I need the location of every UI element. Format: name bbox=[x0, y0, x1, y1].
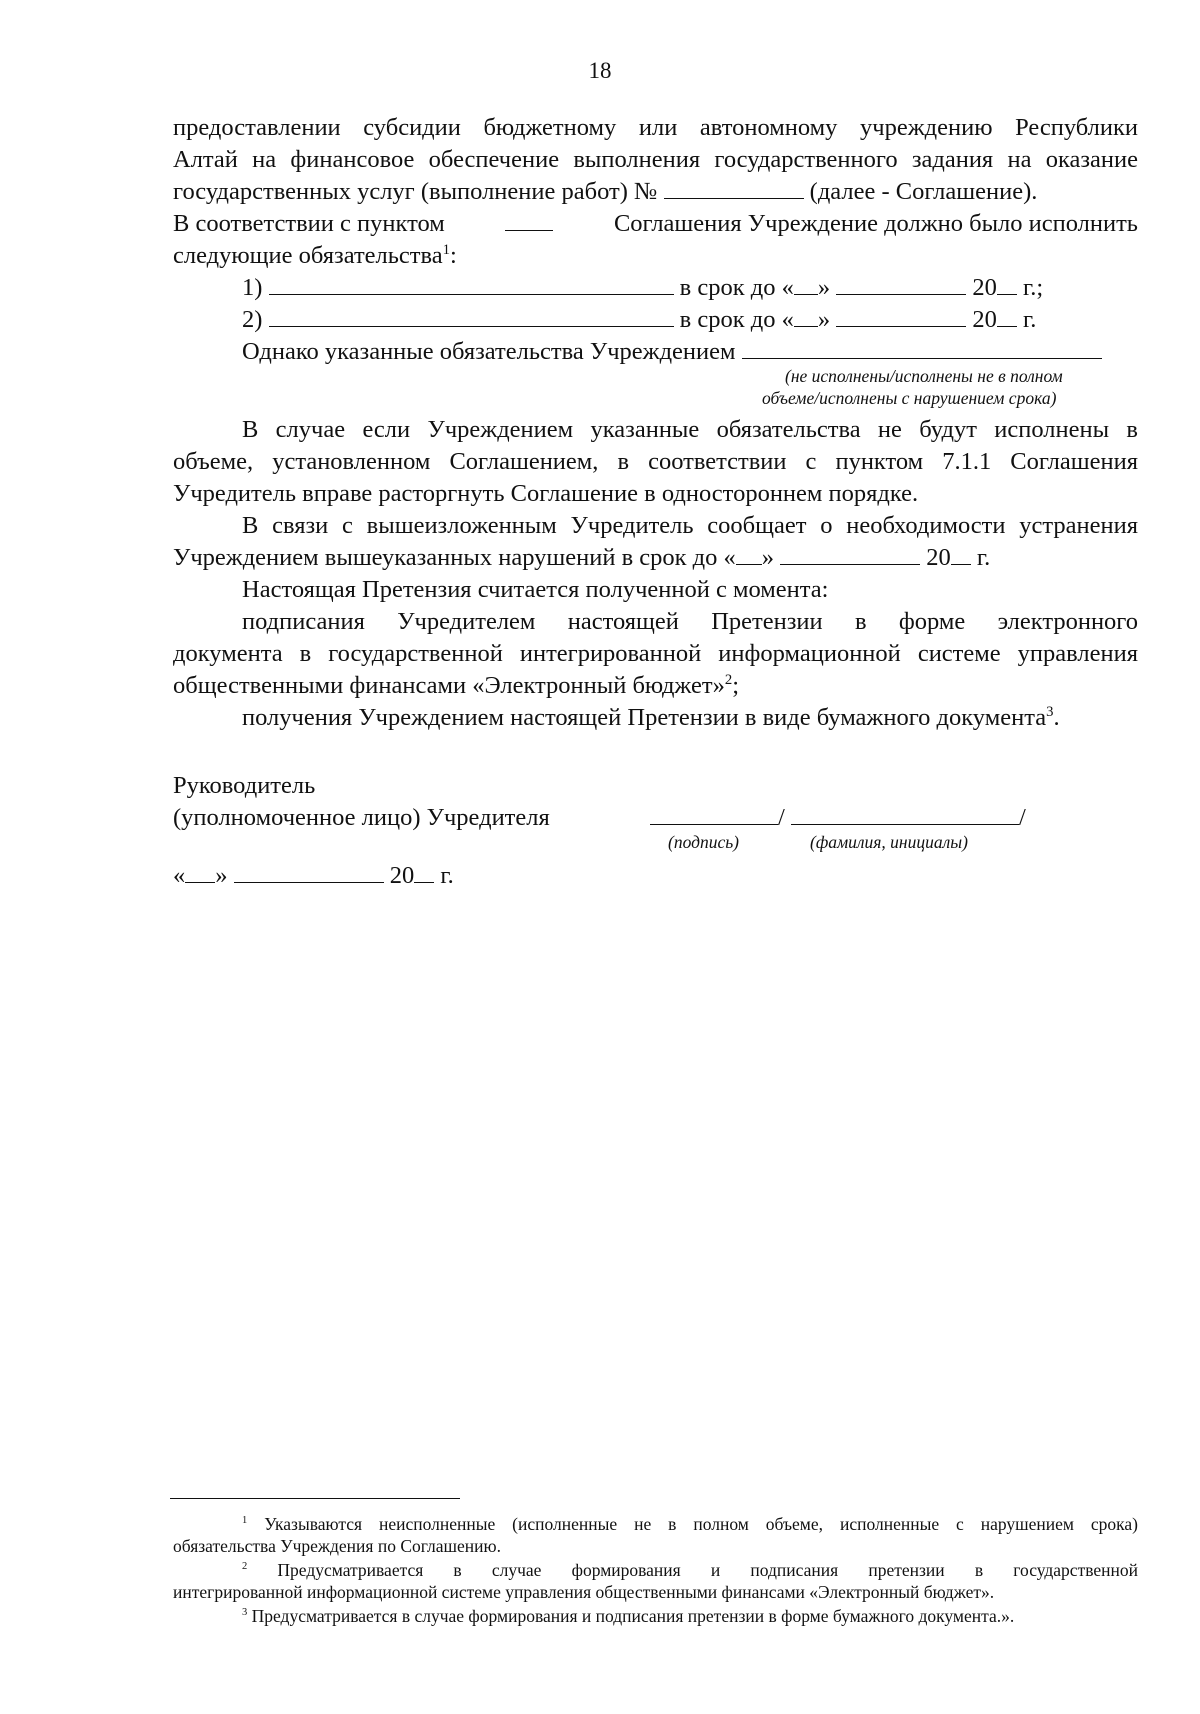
notice-suffix: г. bbox=[976, 544, 991, 571]
intro-line-3-text: государственных услуг (выполнение работ) № bbox=[173, 178, 658, 205]
notice-line-1: В связи с вышеизложенным Учредитель сообщает о необходимости устранения bbox=[242, 512, 1138, 539]
footnote-3-marker: 3 bbox=[242, 1607, 248, 1619]
caption-name: (фамилия, инициалы) bbox=[810, 832, 968, 852]
name-blank bbox=[791, 802, 1019, 825]
received-line-4 bbox=[173, 670, 1138, 702]
footnote-1-line-2: обязательства Учреждения по Соглашению. bbox=[173, 1536, 501, 1556]
obligation-2-year: 20 bbox=[972, 306, 997, 333]
received-line-5-end: . bbox=[1053, 704, 1060, 731]
date-year: 20 bbox=[389, 862, 415, 889]
footnote-1-text: Указываются неисполненные (исполненные не в полном объеме, исполненные с нарушением срока) bbox=[264, 1514, 1138, 1534]
received-line-4-text: общественными финансами «Электронный бюджет» bbox=[173, 672, 725, 699]
intro-line-4 bbox=[173, 208, 1138, 240]
date-year-blank bbox=[414, 860, 434, 883]
obligation-1-blank bbox=[269, 272, 674, 295]
intro-line-2: Алтай на финансовое обеспечение выполнения государственного задания на оказание bbox=[173, 146, 1138, 173]
obligation-2-day-blank bbox=[794, 304, 818, 327]
footnote-ref-1: 1 bbox=[442, 241, 450, 258]
footnote-3-line-1 bbox=[242, 1605, 1138, 1627]
notice-month-blank bbox=[780, 542, 920, 565]
obligation-2-year-blank bbox=[997, 304, 1017, 327]
signature-slash-2: / bbox=[1018, 804, 1026, 831]
however-hint-1: (не исполнены/исполнены не в полном bbox=[785, 366, 1063, 386]
clause-number-blank bbox=[505, 208, 553, 231]
intro-line-1: предоставлении субсидии бюджетному или автономному учреждению Республики bbox=[173, 114, 1138, 141]
intro-line-5-colon: : bbox=[449, 242, 457, 269]
received-line-4-end: ; bbox=[732, 672, 740, 699]
obligation-2-quote-close: » bbox=[817, 306, 831, 333]
obligation-2-term: в срок до « bbox=[679, 306, 794, 333]
date-open: « bbox=[173, 862, 186, 889]
however-blank bbox=[742, 336, 1102, 359]
obligation-1-suffix: г.; bbox=[1022, 274, 1044, 301]
obligation-2-num: 2) bbox=[242, 306, 263, 333]
obligation-1-num: 1) bbox=[242, 274, 263, 301]
footnote-ref-2: 2 bbox=[724, 671, 733, 688]
signature-slash-1: / bbox=[778, 804, 785, 831]
obligation-1 bbox=[242, 272, 1122, 304]
date-close: » bbox=[215, 862, 228, 889]
signature-blank bbox=[650, 802, 778, 825]
intro-line-3 bbox=[173, 176, 1138, 208]
notice-quote-close: » bbox=[761, 544, 775, 571]
intro-line-4-text: В соответствии с пунктом bbox=[173, 210, 445, 237]
footnote-2-text: Предусматривается в случае формирования и подписания претензии в государственной bbox=[277, 1560, 1138, 1580]
page-number: 18 bbox=[588, 58, 612, 83]
footnote-separator bbox=[170, 1498, 460, 1499]
footnote-2-line-2: интегрированной информационной системе управления общественными финансами «Электронный бюджет». bbox=[173, 1582, 995, 1602]
obligation-1-year-blank bbox=[997, 272, 1017, 295]
obligation-1-quote-close: » bbox=[817, 274, 831, 301]
received-line-1: Настоящая Претензия считается полученной с момента: bbox=[242, 576, 829, 603]
agreement-number-blank bbox=[664, 176, 804, 199]
footnote-1-line-1 bbox=[242, 1513, 1138, 1535]
intro-line-5 bbox=[173, 240, 1138, 272]
received-line-5 bbox=[242, 702, 1200, 734]
obligation-2-month-blank bbox=[836, 304, 966, 327]
received-line-2: подписания Учредителем настоящей Претензии в форме электронного bbox=[242, 608, 1138, 635]
received-line-3: документа в государственной интегрированной информационной системе управления bbox=[173, 640, 1138, 667]
obligation-1-day-blank bbox=[794, 272, 818, 295]
obligation-1-term: в срок до « bbox=[679, 274, 794, 301]
footnote-2-marker: 2 bbox=[242, 1561, 248, 1573]
date-suffix: г. bbox=[440, 862, 454, 889]
obligation-1-month-blank bbox=[836, 272, 966, 295]
signature-date bbox=[173, 860, 1138, 892]
notice-line-2-text: Учреждением вышеуказанных нарушений в срок до « bbox=[173, 544, 736, 571]
intro-line-4-tail: Соглашения Учреждение должно было исполнить bbox=[613, 210, 1138, 237]
intro-line-5-text: следующие обязательства bbox=[173, 242, 443, 269]
caption-signature: (подпись) bbox=[668, 832, 740, 852]
footnote-ref-3: 3 bbox=[1046, 703, 1054, 720]
footnote-3-text: Предусматривается в случае формирования и подписания претензии в форме бумажного документа.». bbox=[251, 1606, 1015, 1626]
signature-head-2: (уполномоченное лицо) Учредителя bbox=[173, 804, 550, 831]
notice-year-blank bbox=[951, 542, 971, 565]
case-line-3: Учредитель вправе расторгнуть Соглашение в одностороннем порядке. bbox=[173, 480, 919, 507]
however-text: Однако указанные обязательства Учреждением bbox=[242, 338, 736, 365]
footnote-1-marker: 1 bbox=[242, 1515, 248, 1527]
date-day-blank bbox=[185, 860, 215, 883]
date-month-blank bbox=[234, 860, 384, 883]
obligation-2-suffix: г. bbox=[1022, 306, 1037, 333]
footnote-2-line-1 bbox=[242, 1559, 1138, 1581]
notice-day-blank bbox=[736, 542, 762, 565]
obligation-2 bbox=[242, 304, 1122, 336]
obligation-2-blank bbox=[269, 304, 674, 327]
notice-line-2 bbox=[173, 542, 1138, 574]
signature-head-1: Руководитель bbox=[173, 772, 316, 799]
received-line-5-text: получения Учреждением настоящей Претензии в виде бумажного документа bbox=[242, 704, 1047, 731]
case-line-1: В случае если Учреждением указанные обязательства не будут исполнены в bbox=[242, 416, 1138, 443]
however-line bbox=[242, 336, 1142, 368]
signature-lines bbox=[650, 802, 1050, 834]
notice-year: 20 bbox=[926, 544, 951, 571]
case-line-2: объеме, установленном Соглашением, в соответствии с пунктом 7.1.1 Соглашения bbox=[173, 448, 1138, 475]
however-hint-2: объеме/исполнены с нарушением срока) bbox=[762, 388, 1057, 408]
obligation-1-year: 20 bbox=[972, 274, 997, 301]
intro-line-3-tail: (далее - Соглашение). bbox=[809, 178, 1038, 205]
